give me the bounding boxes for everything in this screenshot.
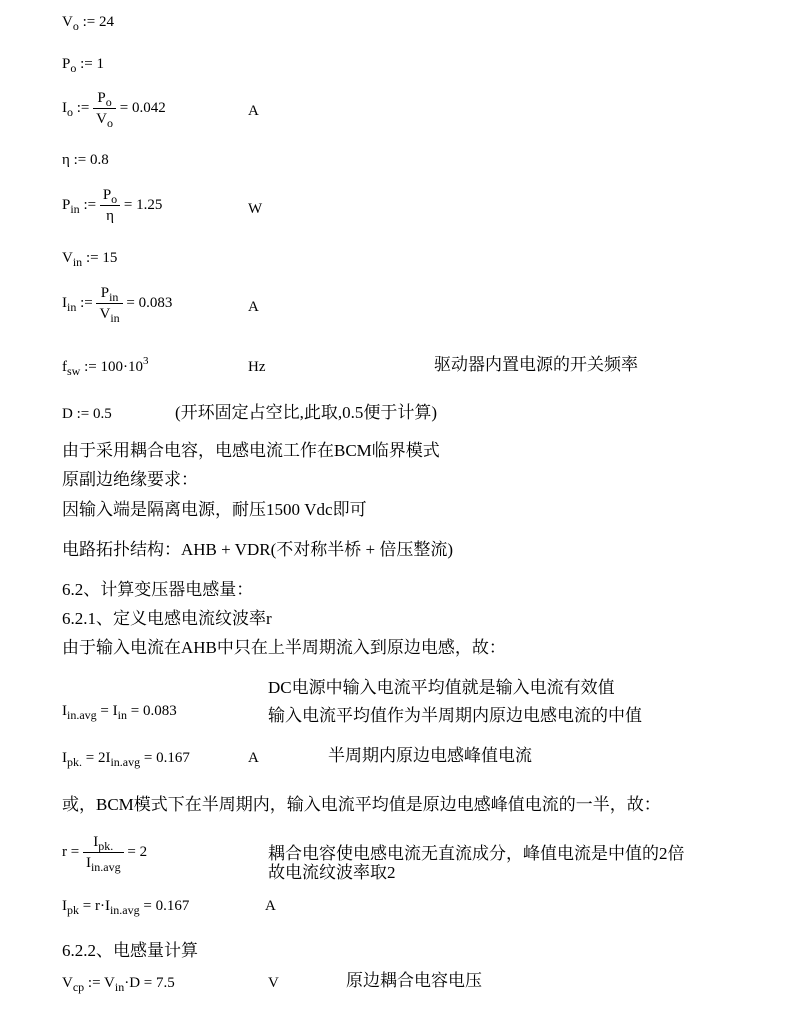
pin-unit: W: [248, 201, 263, 217]
eq-ipk: $I_{pk.} = 2I_{in.avg} = 0.167$: [62, 750, 190, 769]
line-bcm: 由于采用耦合电容，电感电流工作在BCM临界模式: [62, 441, 440, 460]
note-dc-2: 输入电流平均值作为半周期内原边电感电流的中值: [268, 706, 642, 725]
io-unit: A: [248, 103, 259, 119]
eq-vcp: $V_{cp}$ := $V_{in}\cdot D = 7.5$: [62, 975, 175, 994]
iin-value: 0.083: [138, 294, 173, 311]
eq-pin: $P_{in}$ := $\frac{P_o}{\eta}$ = 1.25: [62, 187, 163, 224]
ipk2-value: 0.167: [155, 898, 190, 914]
fraction: $\frac{P_o}{\eta}$: [100, 186, 120, 225]
eq-po: $P_o$ := 1: [62, 56, 104, 75]
fsw-base: 100·10: [100, 359, 143, 375]
line-topology: 电路拓扑结构：AHB + VDR(不对称半桥 + 倍压整流): [62, 540, 453, 559]
fraction: $\frac{I_{pk.}}{I_{in.avg}}$: [83, 833, 124, 872]
line-isolation: 因输入端是隔离电源，耐压1500 Vdc即可: [62, 500, 367, 519]
vo-value: 24: [98, 14, 114, 30]
line-bcm-half: 或，BCM模式下在半周期内，输入电流平均值是原边电感峰值电流的一半，故：: [62, 795, 661, 814]
eq-io: $I_o$ := $\frac{P_o}{V_o}$ = 0.042: [62, 90, 166, 130]
r-value: 2: [139, 843, 148, 860]
ipk-note: 半周期内原边电感峰值电流: [328, 746, 532, 765]
line-insulation: 原副边绝缘要求：: [62, 470, 198, 489]
eq-d: D := 0.5: [62, 406, 112, 422]
fsw-exponent: 3: [142, 355, 149, 367]
eq-vo: $V_o$ := 24: [62, 14, 114, 33]
fsw-note: 驱动器内置电源的开关频率: [434, 355, 638, 374]
vin-value: 15: [102, 250, 118, 266]
eq-vin: $V_{in}$ := 15: [62, 250, 118, 269]
line-ahb: 由于输入电流在AHB中只在上半周期流入到原边电感，故：: [62, 638, 506, 657]
io-value: 0.042: [131, 99, 166, 116]
eq-iin: $I_{in}$ := $\frac{P_{in}}{V_{in}}$ = 0.083: [62, 285, 173, 325]
eta-value: 0.8: [89, 152, 109, 168]
fraction: $\frac{P_{in}}{V_{in}}$: [96, 284, 122, 323]
vcp-unit: V: [268, 975, 279, 991]
eq-eta: η := 0.8: [62, 152, 109, 168]
section-heading-6-2-2: 6.2.2、电感量计算: [62, 941, 198, 960]
ipk-unit: A: [248, 750, 259, 766]
eq-ipk-r: $I_{pk} = r\cdot I_{in.avg} = 0.167$: [62, 898, 190, 917]
ipk-value: 0.167: [156, 750, 190, 766]
vcp-value: 7.5: [156, 975, 175, 991]
section-heading-6-2-1: 6.2.1、定义电感电流纹波率r: [62, 609, 272, 628]
ipk-coefficient: 2: [97, 750, 106, 766]
note-r-1: 耦合电容使电感电流无直流成分，峰值电流是中值的2倍: [268, 844, 685, 863]
iinavg-value: 0.083: [142, 703, 177, 719]
vcp-note: 原边耦合电容电压: [346, 971, 482, 990]
fraction: $\frac{P_o}{V_o}$: [93, 89, 116, 128]
pin-value: 1.25: [136, 196, 163, 213]
ipk2-unit: A: [265, 898, 276, 914]
eq-iinavg: $I_{in.avg} = I_{in} = 0.083$: [62, 703, 177, 722]
note-r-2: 故电流纹波率取2: [268, 863, 396, 882]
d-value: 0.5: [92, 406, 112, 422]
eq-fsw: $f_{sw}$ := $100\cdot 10^3$: [62, 355, 149, 378]
eq-r: r = $\frac{I_{pk.}}{I_{in.avg}}$ = 2: [62, 834, 148, 874]
note-dc-1: DC电源中输入电流平均值就是输入电流有效值: [268, 678, 615, 697]
iin-unit: A: [248, 299, 259, 315]
section-heading-6-2: 6.2、计算变压器电感量：: [62, 580, 254, 599]
d-note: (开环固定占空比,此取,0.5便于计算): [175, 403, 438, 422]
fsw-unit: Hz: [248, 359, 266, 375]
po-value: 1: [96, 56, 104, 72]
